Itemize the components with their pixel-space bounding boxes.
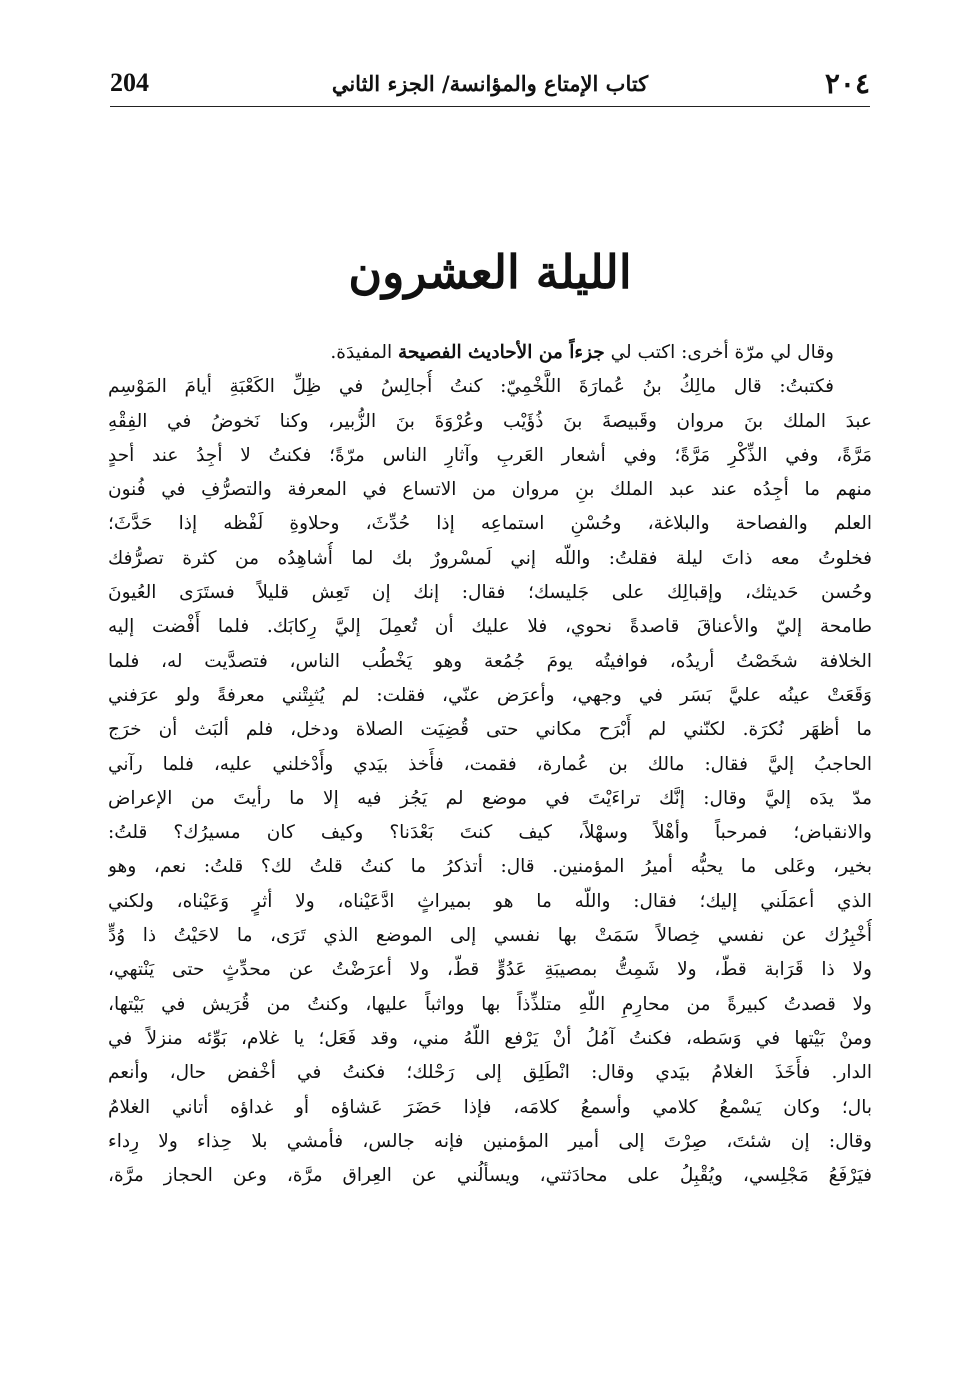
paragraph-line: ومنْ بَيْتها في وَسَطه، فكنتُ آمُلُ أنْ يَرْفع اللّهُ مني، وقد فَعَل؛ يا غلام، بَوِّئه منزلاً في — [108, 1027, 872, 1049]
paragraph-line: الدار. فأَخَذَ الغلامُ بيَدي وقال: انْطَلِق إلى رَحْلك؛ فكنتُ في أخْفض حال، وأنعم — [108, 1062, 872, 1084]
page-number-arabic: ٢٠٤ — [824, 66, 870, 100]
paragraph-line: ما أظهَر نُكرَة. لكنّني لم أَبْرَح مكاني حتى قُضِيَت الصلاة ودخل، فلم ألبَث أن خرَج — [108, 719, 872, 741]
running-header — [110, 58, 870, 108]
paragraph-line: والانقباض؛ فمرحباً وأهْلاً وسهْلاً، كيف كنتَ بَعْدَنا؟ وكيف كان مسيرُك؟ قلتُ: — [108, 822, 872, 844]
paragraph-line: ولا ذا قَرَابة قطّ، ولا شَمِتُّ بمصيبَةِ عَدُوٍّ قطّ، ولا أعرَضْتُ عن محدِّثٍ حتى يَنْتهي، — [108, 959, 872, 981]
paragraph-line: مدّ يدَه إليَّ وقال: إنَّك تراءَيْتَ في موضع لم يَجُز فيه إلا ما رأيتَ من الإعراض — [108, 787, 872, 809]
page-number-latin: 204 — [110, 68, 149, 97]
paragraph-line: منهم ما أجِدُه عند عبد الملك بنِ مروان من الاتساع في المعرفة والتصرُّفِ في فُنون — [108, 479, 872, 501]
text-run: المفيدَة. — [330, 342, 398, 363]
paragraph-line: وحُسن حَديثك، وإقبالِك على جَليسك؛ فقال: إنك إن تَعِش قليلاً فستَرَى العُيونَ — [108, 582, 872, 604]
paragraph-line: فيَرْفَعُ مَجْلِسي، ويُقْبِلُ على محادَثتي، ويسألُني عن العِراق مرَّة، وعن الحجاز مرَّة، — [108, 1165, 872, 1187]
bold-text-run: جزءاً من الأحاديث الفصيحة — [398, 342, 605, 363]
paragraph-line — [108, 336, 872, 370]
paragraph-line: وقال: إن شئتَ، صِرْتَ إلى أمير المؤمنين فإنه جالس، فأمشي بلا حِذاء ولا رِداء — [108, 1130, 872, 1152]
paragraph-line: بال؛ وكان يَسْمعُ كلامي وأسمعُ كلامَه، فإذا حَضَرَ عَشاؤه أو غداؤه أتاني الغلامُ — [108, 1096, 872, 1118]
chapter-title: الليلة العشرون — [348, 245, 632, 299]
paragraph-line: فخلوتُ معه ذاتَ ليلة فقلتُ: واللّه إني لَمسْرورٌ بك لما أُشاهِدُه من كثرة تصرُّفك — [108, 547, 872, 569]
paragraph-line: فكتبتُ: قال مالِكُ بنُ عُمارَةَ اللَّخْمِيّ: كنتُ أُجالِسُ في ظِلِّ الكَعْبَةِ أيامَ المَوْسِم — [108, 376, 834, 398]
body-text — [108, 336, 872, 1193]
paragraph-line: ولا قصدتُ كبيرةً من محارِمِ اللّهِ متلذِّذاً بها وواثباً عليها، وكنتُ من قُرَيش في بَيْتها، — [108, 993, 872, 1015]
paragraph-line: عبدَ الملك بنَ مروان وقَبيصةَ بنَ ذُؤَيْب وعُرْوَةَ بنَ الزُّبير، وكنا نَخوضُ في الفِقْهِ — [108, 410, 872, 432]
paragraph-line: العلم والفصاحة والبلاغة، وحُسْنِ استماعِه إذا حُدِّثَ، وحلاوةِ لَفْظه إذا حَدَّثَ؛ — [108, 513, 872, 535]
paragraph-line: بخير، وعَلى ما يحبُّه أميرُ المؤمنين. قال: أتذكرُ ما كنتُ قلتُ لك؟ قلتُ: نعم، وهو — [108, 856, 872, 878]
paragraph-line: مَرَّةً، وفي الذِّكْرِ مَرَّةً؛ وفي أشعار العَربِ وآثارِ الناس مرّةً؛ فكنتُ لا أجِدُ عند أحدٍ — [108, 444, 872, 466]
paragraph-line: أُخْبِرُك عن نفسي خِصالاً سَمَتْ بها نفسي إلى الموضع الذي تَرَى، ما لاحَيْتُ ذا وُدٍّ — [108, 925, 872, 947]
paragraph-line: وَقَعَتْ عينُه عليَّ بَسَر في وجهي، وأعرَض عنّي، فقلت: لم يُثبِتْني معرفةً ولو عرَفني — [108, 684, 872, 706]
paragraph-line: الحاجبُ إليَّ فقال: مالك بن عُمارة، فقمت، فأَخذ بيَدي وأَدْخلني عليه، فلما رآني — [108, 753, 872, 775]
text-run: وقال لي مرّة أخرى: اكتب لي — [604, 342, 834, 363]
running-title: كتاب الإمتاع والمؤانسة/ الجزء الثاني — [331, 70, 649, 96]
header-divider — [110, 106, 870, 107]
paragraph-line: الذي أعمَلَني إليك؛ فقال: واللّه ما هو بميراثٍ ادَّعَيْناه، ولا أثرٍ وَعَيْناه، ولكني — [108, 890, 872, 912]
paragraph-line: الخلافة شخَصْتُ أريدُه، فوافيتُه يومَ جُمُعة وهو يَخْطُب الناس، فتصدَّيت له، فلما — [108, 650, 872, 672]
paragraph-line: طامحة إليّ والأعناقَ قاصدةً نحوي، فلا عليك أن تُعمِلَ إليَّ رِكابَك. فلما أَفْضت إليه — [108, 616, 872, 638]
